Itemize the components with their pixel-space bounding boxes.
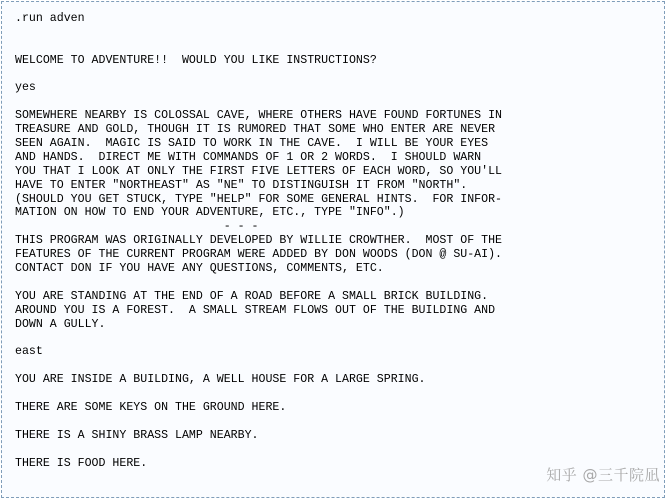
terminal-line: YOU ARE INSIDE A BUILDING, A WELL HOUSE FOR A LARGE SPRING. xyxy=(15,373,426,387)
terminal-line xyxy=(15,95,502,109)
terminal-line: - - - xyxy=(15,220,259,234)
terminal-line: (SHOULD YOU GET STUCK, TYPE "HELP" FOR SOME GENERAL HINTS. FOR INFOR- xyxy=(15,192,503,206)
terminal-line xyxy=(15,415,502,429)
terminal-line xyxy=(15,359,502,373)
terminal-line: CONTACT DON IF YOU HAVE ANY QUESTIONS, COMMENTS, ETC. xyxy=(15,262,384,276)
terminal-line xyxy=(15,443,502,457)
terminal-line: WELCOME TO ADVENTURE!! WOULD YOU LIKE INSTRUCTIONS? xyxy=(15,53,377,67)
terminal-line: AND HANDS. DIRECT ME WITH COMMANDS OF 1 OR 2 WORDS. I SHOULD WARN xyxy=(15,150,482,164)
terminal-line xyxy=(15,68,502,82)
terminal-line: AROUND YOU IS A FOREST. A SMALL STREAM FLOWS OUT OF THE BUILDING AND xyxy=(15,303,496,317)
terminal-line: .run adven xyxy=(15,12,85,25)
terminal-line: TREASURE AND GOLD, THOUGH IT IS RUMORED THAT SOME WHO ENTER ARE NEVER xyxy=(15,123,496,137)
terminal-line xyxy=(15,26,502,40)
zhihu-watermark: 知乎 @三千院凪 xyxy=(546,466,660,484)
terminal-output xyxy=(15,12,502,470)
terminal-line xyxy=(15,40,502,54)
terminal-line: THIS PROGRAM WAS ORIGINALLY DEVELOPED BY WILLIE CROWTHER. MOST OF THE xyxy=(15,234,503,248)
terminal-line: yes xyxy=(15,81,36,95)
terminal-line xyxy=(15,331,502,345)
terminal-line: THERE IS A SHINY BRASS LAMP NEARBY. xyxy=(15,428,259,442)
terminal-transcript xyxy=(1,1,665,498)
terminal-line: THERE IS FOOD HERE. xyxy=(15,456,148,470)
terminal-line xyxy=(15,387,502,401)
terminal-line: HAVE TO ENTER "NORTHEAST" AS "NE" TO DISTINGUISH IT FROM "NORTH". xyxy=(15,178,468,192)
terminal-line: THERE ARE SOME KEYS ON THE GROUND HERE. xyxy=(15,400,287,414)
terminal-line: SOMEWHERE NEARBY IS COLOSSAL CAVE, WHERE OTHERS HAVE FOUND FORTUNES IN xyxy=(15,109,503,123)
terminal-line: YOU ARE STANDING AT THE END OF A ROAD BEFORE A SMALL BRICK BUILDING. xyxy=(15,289,489,303)
terminal-line: FEATURES OF THE CURRENT PROGRAM WERE ADDED BY DON WOODS (DON @ SU-AI). xyxy=(15,248,503,262)
terminal-line: DOWN A GULLY. xyxy=(15,317,106,331)
terminal-line: MATION ON HOW TO END YOUR ADVENTURE, ETC., TYPE "INFO".) xyxy=(15,206,405,220)
terminal-line: YOU THAT I LOOK AT ONLY THE FIRST FIVE LETTERS OF EACH WORD, SO YOU'LL xyxy=(15,164,503,178)
terminal-line xyxy=(15,276,502,290)
terminal-line: east xyxy=(15,345,43,359)
terminal-line: SEEN AGAIN. MAGIC IS SAID TO WORK IN THE CAVE. I WILL BE YOUR EYES xyxy=(15,137,489,151)
